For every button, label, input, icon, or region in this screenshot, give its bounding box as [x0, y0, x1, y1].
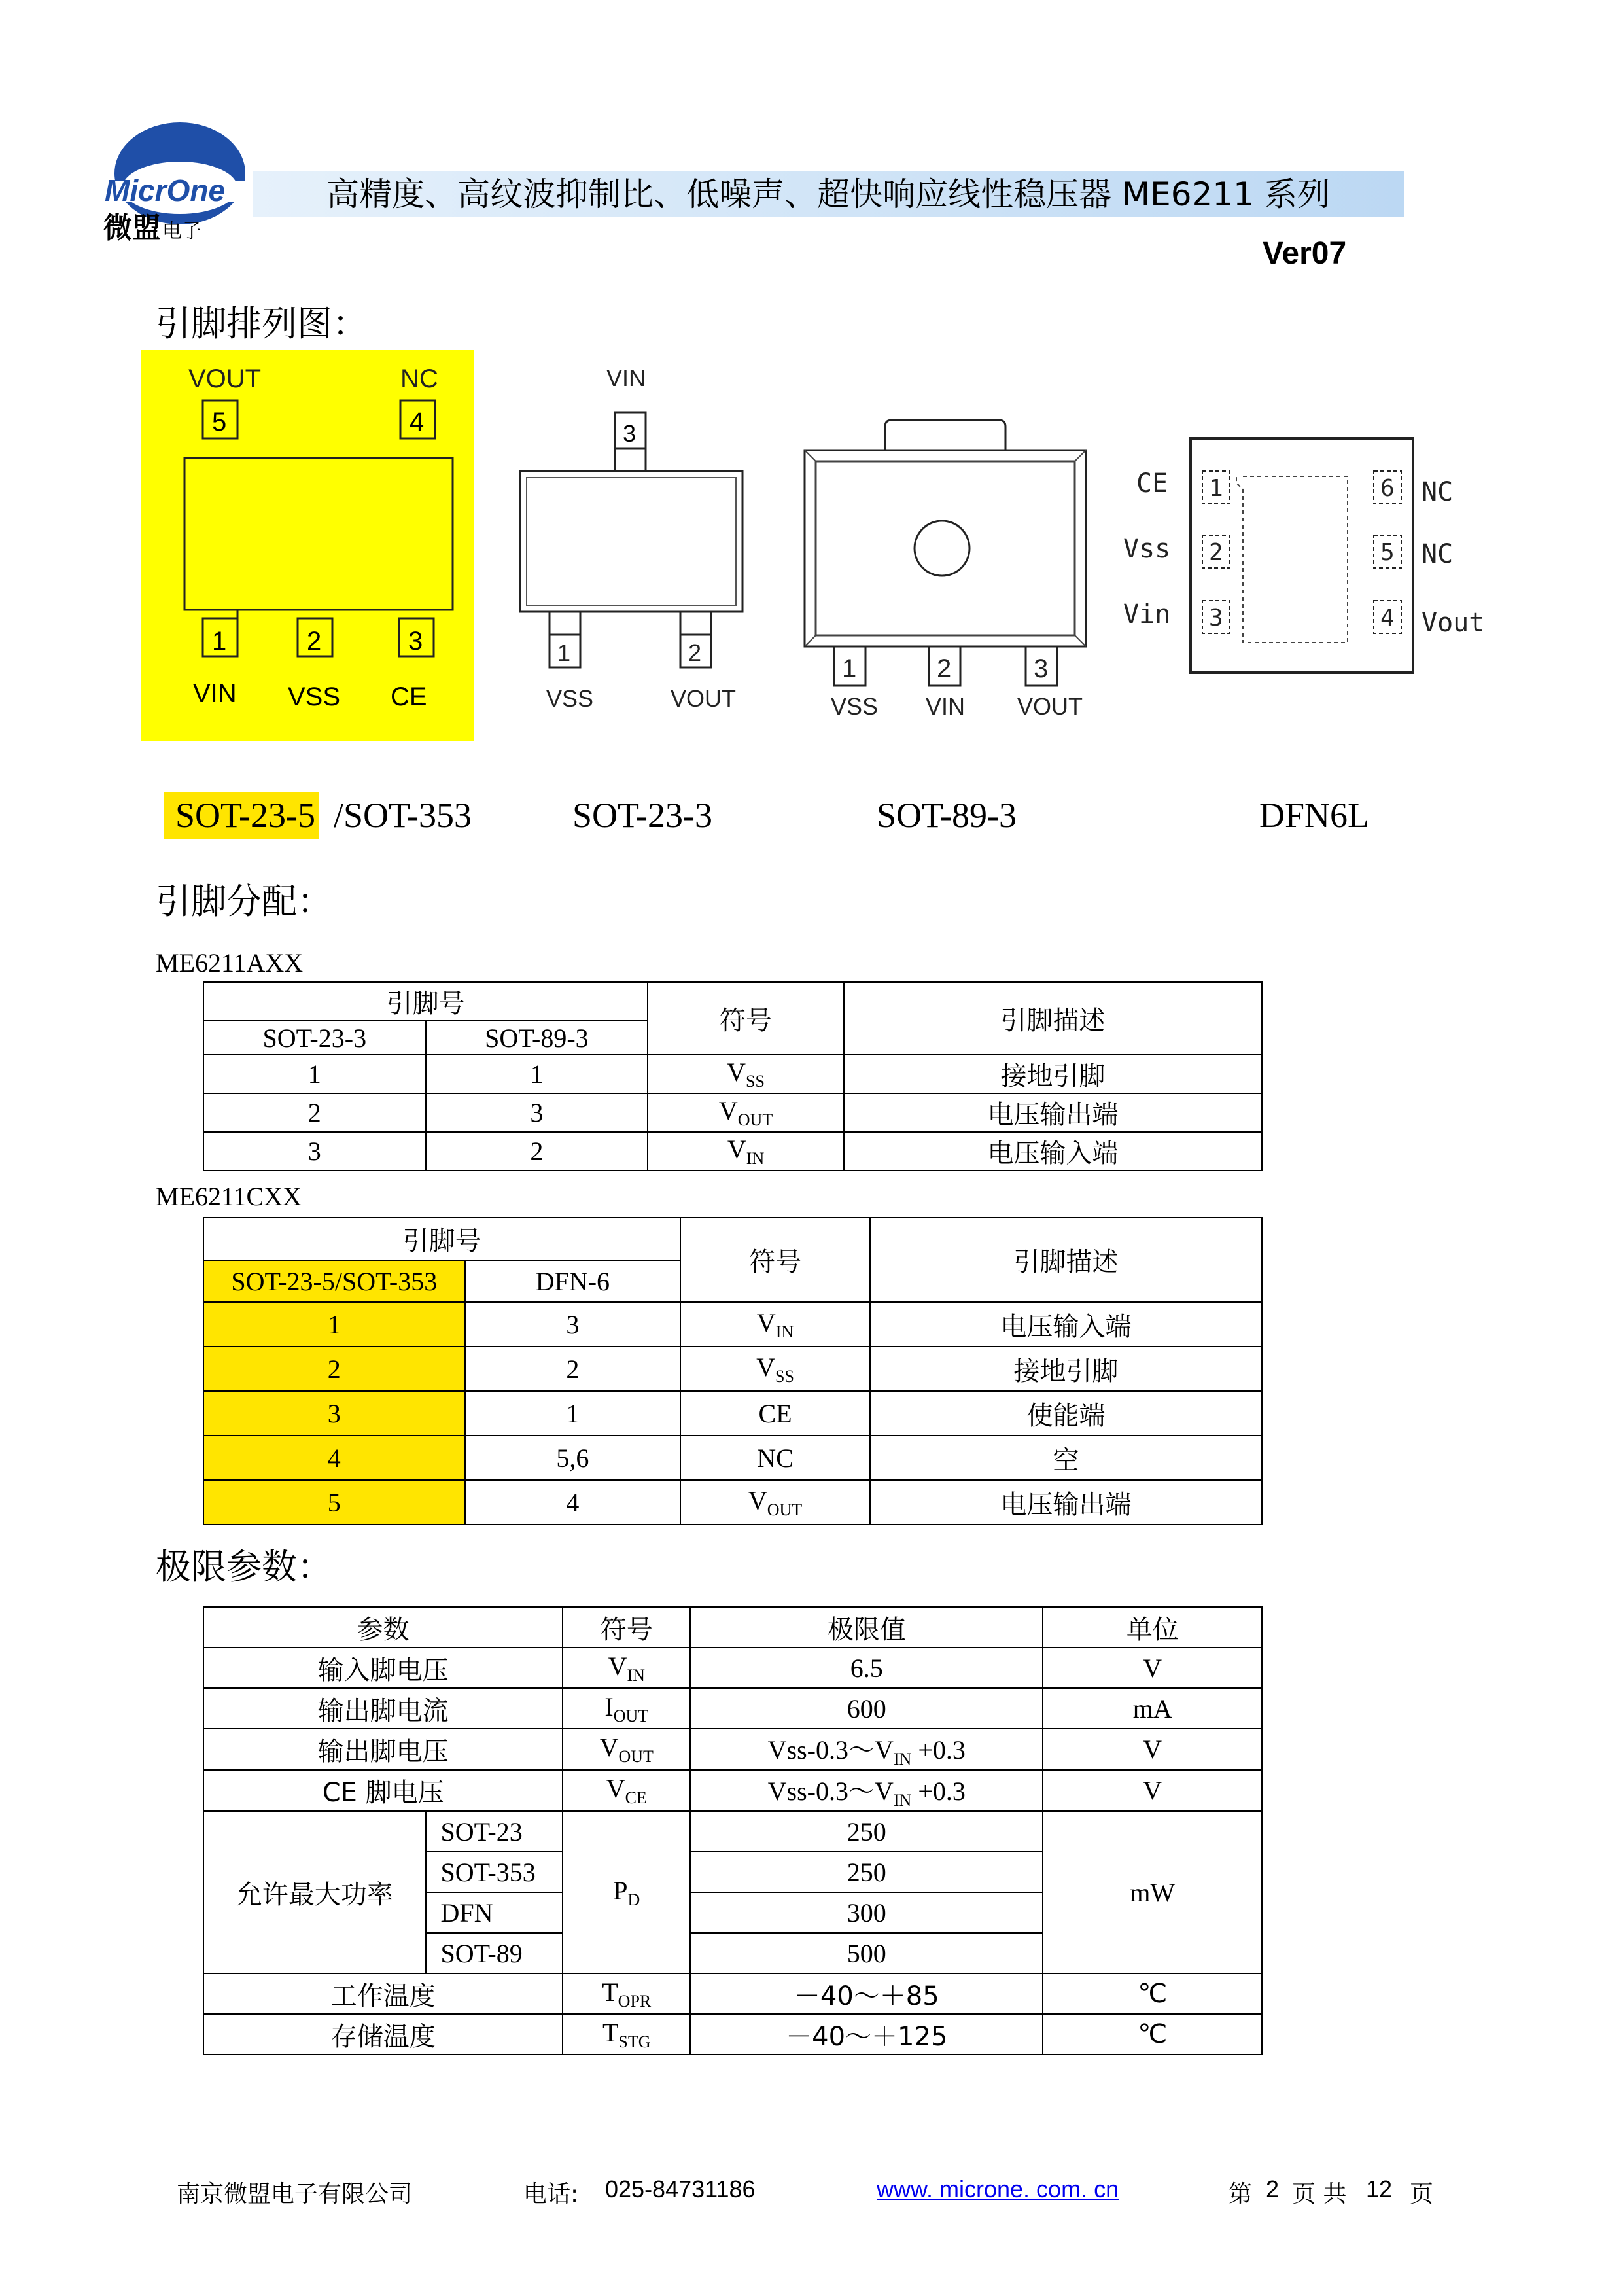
- microne-logo: [98, 121, 255, 252]
- dfn-label-vss: Vss: [1123, 534, 1171, 564]
- sot235-label-vin: VIN: [193, 679, 237, 708]
- table-row: 工作温度 $T_{OPR}$ －40～＋85 ℃: [203, 1973, 1262, 2014]
- footer-company: 南京微盟电子有限公司: [177, 2181, 413, 2208]
- table-row: 1 1 $V_{SS}$ 接地引脚: [203, 1055, 1262, 1093]
- limits-header-symbol: 符号: [563, 1607, 690, 1648]
- table-row: 输出脚电流 $I_{OUT}$ 600 mA: [203, 1688, 1262, 1729]
- svg-text:MicrOne: MicrOne: [105, 173, 226, 207]
- table-row: 允许最大功率 SOT-23 $P_D$ 250 mW: [203, 1811, 1262, 1852]
- sot235-pin2: 2: [307, 627, 322, 656]
- sot235-label-vss: VSS: [288, 682, 341, 711]
- cxx-header-description: 引脚描述: [870, 1218, 1262, 1302]
- table-row: 3 2 $V_{IN}$ 电压输入端: [203, 1132, 1262, 1171]
- package-label-sot233: SOT-23-3: [572, 796, 713, 835]
- table-row: 1 3 $V_{IN}$ 电压输入端: [203, 1302, 1262, 1347]
- package-label-sot353: /SOT-353: [334, 796, 472, 835]
- table-row: 2 2 $V_{SS}$ 接地引脚: [203, 1347, 1262, 1391]
- package-label-sot893: SOT-89-3: [877, 796, 1017, 835]
- sot233-pin2: 2: [688, 639, 702, 666]
- pin-diagram-heading: 引脚排列图：: [156, 303, 368, 344]
- dfn-label-vin: Vin: [1123, 599, 1171, 629]
- dfn-label-nc5: NC: [1422, 539, 1454, 569]
- sot893-label-vin: VIN: [926, 693, 966, 720]
- axx-header-description: 引脚描述: [844, 982, 1262, 1055]
- dfn-pin4: 4: [1380, 605, 1395, 631]
- sot235-pin1: 1: [212, 627, 227, 656]
- sot235-pin4: 4: [410, 408, 425, 436]
- table-row: 3 1 CE 使能端: [203, 1391, 1262, 1436]
- sot233-label-vout: VOUT: [671, 685, 737, 712]
- sot235-pin3: 3: [408, 627, 423, 656]
- svg-text:微盟: 微盟: [103, 211, 161, 245]
- package-label-sot235: SOT-23-5: [164, 792, 319, 839]
- limits-table: [203, 1606, 1263, 2055]
- me6211axx-title: ME6211AXX: [156, 948, 304, 978]
- dfn6l-diagram: [1115, 432, 1501, 680]
- table-row: 存储温度 $T_{STG}$ －40～＋125 ℃: [203, 2014, 1262, 2055]
- dfn-label-vout: Vout: [1422, 608, 1485, 638]
- dfn-pin6: 6: [1380, 475, 1395, 502]
- footer-page-total: 12: [1366, 2176, 1393, 2202]
- sot23-3-diagram: [510, 353, 772, 720]
- footer-phone: 025-84731186: [605, 2176, 756, 2202]
- axx-header-pin-number: 引脚号: [203, 982, 648, 1021]
- table-row: 4 5,6 NC 空: [203, 1436, 1262, 1480]
- footer-phone-label: 电话:: [523, 2181, 579, 2208]
- package-label-dfn6l: DFN6L: [1259, 796, 1370, 835]
- document-title: 高精度、高纹波抑制比、低噪声、超快响应线性稳压器 ME6211 系列: [326, 175, 1330, 213]
- limits-header-param: 参数: [203, 1607, 563, 1648]
- sot233-label-vss: VSS: [546, 685, 594, 712]
- sot893-label-vss: VSS: [831, 693, 879, 720]
- sot233-pin1: 1: [557, 639, 571, 666]
- table-row: SOT-89 500: [203, 1933, 1262, 1973]
- svg-text:电子: 电子: [162, 220, 201, 243]
- table-row: SOT-353 250: [203, 1852, 1262, 1892]
- table-row: CE 脚电压 $V_{CE}$ Vss-$0.3\sim V_{IN} +0.3$ V: [203, 1770, 1262, 1811]
- table-row: 2 3 $V_{OUT}$ 电压输出端: [203, 1093, 1262, 1132]
- table-row: 输出脚电压 $V_{OUT}$ Vss-$0.3\sim V_{IN} +0.3$ V: [203, 1729, 1262, 1770]
- me6211cxx-table: [203, 1217, 1263, 1525]
- me6211cxx-title: ME6211CXX: [156, 1182, 302, 1211]
- axx-header-sot233: SOT-23-3: [203, 1021, 426, 1055]
- dfn-label-nc6: NC: [1422, 477, 1454, 507]
- limits-header-value: 极限值: [690, 1607, 1043, 1648]
- sot89-3-diagram: [801, 412, 1089, 726]
- sot23-5-diagram: [141, 350, 474, 741]
- sot235-pin5: 5: [212, 408, 227, 436]
- dfn-pin3: 3: [1209, 605, 1223, 631]
- sot893-pin1: 1: [842, 654, 857, 683]
- sot893-label-vout: VOUT: [1017, 693, 1083, 720]
- cxx-header-pin-number: 引脚号: [203, 1218, 680, 1260]
- table-row: 输入脚电压 $V_{IN}$ 6.5 V: [203, 1648, 1262, 1688]
- footer-page-mid: 页 共: [1292, 2181, 1347, 2208]
- sot235-label-vout: VOUT: [188, 364, 262, 393]
- limits-header-unit: 单位: [1043, 1607, 1262, 1648]
- dfn-label-ce: CE: [1136, 468, 1168, 499]
- footer-page-suffix: 页: [1410, 2181, 1434, 2208]
- sot233-pin3: 3: [623, 420, 637, 447]
- me6211axx-table: [203, 981, 1263, 1171]
- dfn-pin1: 1: [1209, 475, 1223, 502]
- limits-heading: 极限参数：: [156, 1546, 332, 1587]
- power-label: 允许最大功率: [203, 1811, 426, 1973]
- cxx-header-sot: SOT-23-5/SOT-353: [203, 1260, 465, 1302]
- sot235-label-nc: NC: [400, 364, 438, 393]
- sot893-pin2: 2: [937, 654, 952, 683]
- footer-page-prefix: 第: [1229, 2181, 1253, 2208]
- cxx-header-symbol: 符号: [680, 1218, 870, 1302]
- axx-header-sot893: SOT-89-3: [426, 1021, 648, 1055]
- sot235-label-ce: CE: [391, 682, 427, 711]
- footer-website-link[interactable]: www. microne. com. cn: [877, 2176, 1119, 2202]
- sot893-pin3: 3: [1034, 654, 1049, 683]
- axx-header-symbol: 符号: [648, 982, 844, 1055]
- cxx-header-dfn: DFN-6: [465, 1260, 681, 1302]
- table-row: DFN 300: [203, 1892, 1262, 1933]
- footer-page-number: 2: [1266, 2176, 1280, 2202]
- pin-assignment-heading: 引脚分配：: [156, 881, 332, 922]
- dfn-pin5: 5: [1380, 539, 1395, 566]
- sot233-label-vin: VIN: [606, 364, 646, 391]
- table-row: 5 4 $V_{OUT}$ 电压输出端: [203, 1480, 1262, 1525]
- version-label: Ver07: [1263, 236, 1347, 271]
- dfn-pin2: 2: [1209, 539, 1223, 566]
